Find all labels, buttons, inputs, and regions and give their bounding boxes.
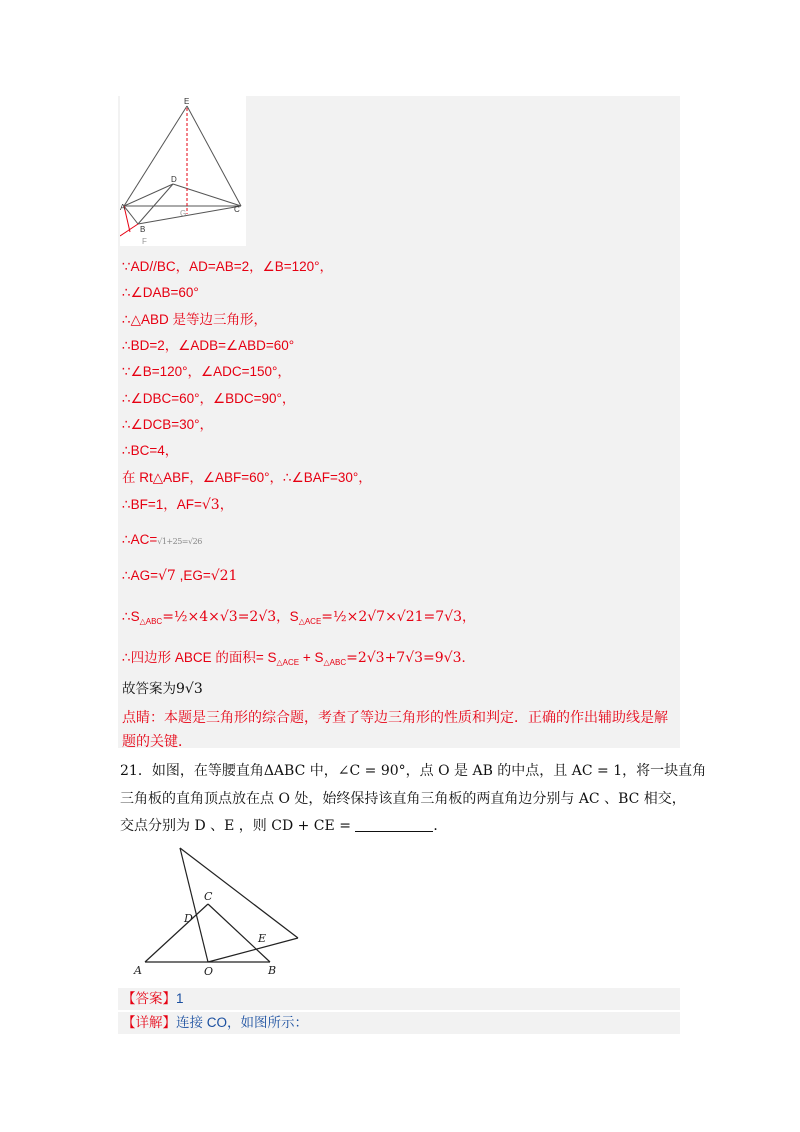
line-BD bbox=[138, 184, 173, 224]
detail-row bbox=[118, 1012, 680, 1034]
geometry-figure-quadrilateral bbox=[120, 96, 246, 246]
line13-sub2: △ACE bbox=[298, 617, 322, 626]
answer-text: 故答案为 bbox=[122, 681, 176, 696]
solution-line-10 bbox=[122, 495, 233, 515]
figure2-svg bbox=[120, 842, 320, 982]
solution-line-1: ∵AD//BC，AD=AB=2，∠B=120°， bbox=[122, 259, 334, 274]
solution-line-2: ∴∠DAB=60° bbox=[122, 285, 199, 300]
label-G: G bbox=[180, 209, 187, 218]
label-C: C bbox=[204, 890, 213, 903]
label-F: F bbox=[142, 237, 147, 246]
question-21-line-1: 21．如图，在等腰直角ΔABC 中，∠C = 90°，点 O 是 AB 的中点，且 AC = 1，将一块直角 bbox=[120, 763, 707, 779]
line14-text: ∴四边形 ABCE 的面积= S bbox=[122, 650, 277, 665]
line-AC bbox=[145, 904, 208, 962]
solution-line-7: ∴∠DCB=30°， bbox=[122, 417, 213, 432]
line14-sub1: △ACE bbox=[276, 658, 300, 667]
line-BC bbox=[138, 206, 241, 224]
formula-area-abc: =½×4×√3=2√3 bbox=[162, 609, 277, 625]
formula-image-ac: √1+25=√26 bbox=[157, 537, 202, 546]
formula-sqrt21: √21 bbox=[210, 568, 238, 584]
note-line-2: 题的关键． bbox=[122, 733, 192, 749]
detail-tag: 【详解】 bbox=[122, 1015, 176, 1030]
line13-s1: ∴S bbox=[122, 609, 140, 624]
line10-end: ， bbox=[219, 497, 234, 512]
line-EA bbox=[124, 106, 187, 206]
geometry-figure-triangle bbox=[120, 842, 320, 982]
solution-line-3: ∴△ABD 是等边三角形， bbox=[122, 312, 267, 327]
solution-line-5: ∵∠B=120°，∠ADC=150°， bbox=[122, 364, 291, 379]
label-B: B bbox=[140, 225, 146, 234]
solution-answer-line bbox=[122, 679, 203, 699]
note-line-1: 点睛：本题是三角形的综合题，考查了等边三角形的性质和判定．正确的作出辅助线是解 bbox=[122, 709, 668, 725]
formula-sqrt7: √7 bbox=[157, 568, 176, 584]
figure1-svg bbox=[120, 96, 246, 246]
question-21-line-3-text: 交点分别为 D 、E ，则 CD + CE = bbox=[120, 818, 351, 834]
line13-end: ， bbox=[462, 609, 476, 624]
line13-sub1: △ABC bbox=[139, 617, 163, 626]
solution-line-12 bbox=[122, 566, 237, 586]
question-21-line-3 bbox=[120, 813, 680, 839]
line14-end: ． bbox=[461, 650, 476, 665]
solution-line-13 bbox=[122, 607, 476, 632]
label-D: D bbox=[171, 175, 177, 184]
formula-sqrt3: √3 bbox=[201, 497, 220, 513]
line13-s2: ，S bbox=[276, 609, 299, 624]
solution-line-6: ∴∠DBC=60°，∠BDC=90°， bbox=[122, 391, 296, 406]
solution-line-11 bbox=[122, 530, 202, 552]
solution-line-9: 在 Rt△ABF，∠ABF=60°，∴∠BAF=30°， bbox=[122, 470, 372, 485]
question-21-line-3-end: ． bbox=[433, 818, 448, 834]
label-D: D bbox=[184, 912, 193, 925]
label-C: C bbox=[234, 205, 240, 214]
answer-formula: 9√3 bbox=[176, 681, 203, 697]
line12-mid: ,EG= bbox=[175, 568, 211, 583]
solution-line-8: ∴BC=4， bbox=[122, 443, 179, 458]
label-B: B bbox=[268, 964, 277, 977]
label-A: A bbox=[134, 964, 142, 977]
label-A: A bbox=[120, 203, 126, 212]
line12-text: ∴AG= bbox=[122, 568, 158, 583]
answer-tag: 【答案】 bbox=[122, 991, 176, 1006]
set-square-edge-2 bbox=[208, 938, 298, 962]
answer-row bbox=[118, 988, 680, 1010]
detail-text: 连接 CO，如图所示： bbox=[176, 1015, 309, 1030]
formula-area-ace: =½×2√7×√21=7√3 bbox=[321, 609, 462, 625]
line11-text: ∴AC= bbox=[122, 532, 158, 547]
solution-line-4: ∴BD=2，∠ADB=∠ABD=60° bbox=[122, 338, 295, 353]
line10-text: ∴BF=1，AF= bbox=[122, 497, 202, 512]
label-O: O bbox=[204, 965, 214, 978]
line14-sub2: △ABC bbox=[323, 658, 347, 667]
set-square-hypotenuse bbox=[180, 848, 298, 938]
set-square-edge-1 bbox=[180, 848, 208, 962]
line14-mid: + S bbox=[299, 650, 324, 665]
answer-value: 1 bbox=[176, 991, 184, 1006]
label-E: E bbox=[184, 97, 190, 106]
solution-line-14 bbox=[122, 648, 475, 673]
label-E: E bbox=[258, 932, 267, 945]
answer-blank bbox=[355, 817, 433, 832]
formula-total-area: =2√3+7√3=9√3 bbox=[346, 650, 462, 666]
question-21-line-2: 三角板的直角顶点放在点 O 处，始终保持该直角三角板的两直角边分别与 AC 、BC 相交， bbox=[120, 791, 686, 807]
